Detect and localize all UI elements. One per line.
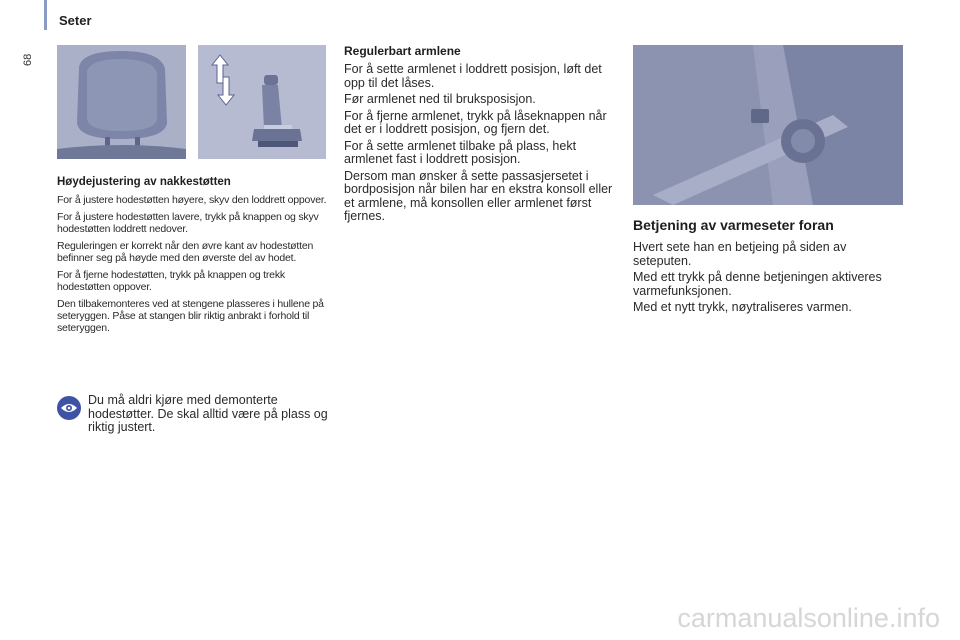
headrest-paragraph: For å justere hodestøtten lavere, trykk på knappen og skyv hodestøtten loddrett nedover. [57,211,319,235]
heated-seats-heading: Betjening av varmeseter foran [633,217,834,233]
armrest-paragraph: For å fjerne armlenet, trykk på låseknappen når det er i loddrett posisjon, og fjern det. [344,108,607,136]
section-marker [44,0,47,30]
armrest-paragraph: Dersom man ønsker å sette passasjersetet i bordposisjon når bilen har en ekstra konsoll eller et armlene, må konsollen eller armlenet først fjernes. [344,168,613,223]
headrest-image [57,45,186,159]
headrest-section [57,176,329,339]
armrest-image [633,45,903,205]
armrest-paragraph: For å sette armlenet tilbake på plass, hekt armlenet fast i loddrett posisjon. [344,138,577,166]
heated-seats-paragraph: Med et nytt trykk, nøytraliseres varmen. [633,300,852,314]
seat-adjust-image [198,45,326,159]
armrest-paragraph: Før armlenet ned til bruksposisjon. [344,92,536,106]
armrest-paragraph: For å sette armlenet i loddrett posisjon, løft det opp til det låses. [344,62,602,90]
headrest-paragraph: For å fjerne hodestøtten, trykk på knappen og trekk hodestøtten oppover. [57,269,285,293]
watermark: carmanualsonline.info [677,603,940,633]
heated-seats-paragraph: Hvert sete han en betjeing på siden av seteputen. [633,240,847,268]
page-number: 68 [22,53,34,66]
headrest-paragraph: Den tilbakemonteres ved at stengene plasseres i hullene på seteryggen. Påse at stangen blir riktig anbrakt i forhold til seteryggen. [57,298,324,334]
heated-seats-paragraph: Med ett trykk på denne betjeningen aktiveres varmefunksjonen. [633,270,882,298]
headrest-heading: Høydejustering av nakkestøtten [57,176,231,188]
safety-note-text: Du må aldri kjøre med demonterte hodestøtter. De skal alltid være på plass og riktig justert. [88,393,328,434]
eye-icon [57,396,81,420]
headrest-paragraph: For å justere hodestøtten høyere, skyv den loddrett oppover. [57,194,327,206]
section-title: Seter [59,13,92,28]
headrest-paragraph: Reguleringen er korrekt når den øvre kant av hodestøtten befinner seg på høyde med den øverste del av hodet. [57,240,314,264]
armrest-section [344,44,616,227]
heated-seats-section [633,217,908,318]
armrest-heading: Regulerbart armlene [344,44,461,58]
